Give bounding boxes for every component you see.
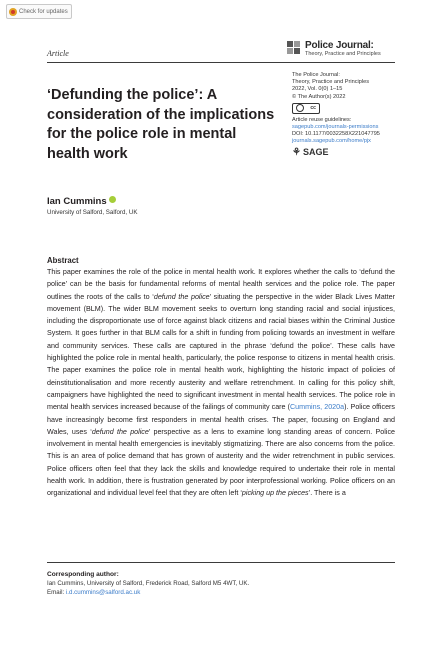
header-divider	[47, 62, 395, 63]
journal-logo	[287, 41, 381, 58]
doi[interactable]: DOI: 10.1177/0032258X221047795	[292, 131, 380, 138]
footer-divider	[47, 562, 395, 563]
journal-home-link[interactable]: journals.sagepub.com/home/pjx	[292, 138, 371, 145]
sage-logo-icon: ⚘	[292, 146, 301, 158]
author-affiliation: University of Salford, Salford, UK	[47, 209, 138, 216]
cc-license-badge[interactable]	[292, 103, 417, 114]
article-meta	[292, 72, 417, 156]
journal-name: Police Journal:	[305, 40, 374, 51]
creative-commons-icon	[296, 104, 304, 112]
badge-label: Check for updates	[19, 8, 68, 15]
email-link[interactable]: i.d.cummins@salford.ac.uk	[65, 589, 141, 596]
reuse-link[interactable]: sagepub.com/journals-permissions	[292, 124, 379, 131]
article-title: ‘Defunding the police’: A consideration of the implications for the police role in mental health work	[47, 87, 275, 162]
publisher-name: SAGE	[302, 146, 329, 157]
corresponding-author	[47, 570, 395, 597]
corresponding-address: Ian Cummins, University of Salford, Frederick Road, Salford M5 4WT, UK.	[47, 580, 250, 587]
cc-label: cc	[310, 104, 316, 111]
reuse-label: Article reuse guidelines:	[292, 116, 352, 123]
meta-journal-subtitle: Theory, Practice and Principles	[292, 79, 369, 86]
citation-link[interactable]: Cummins, 2020a	[290, 403, 345, 412]
check-for-updates-badge[interactable]	[6, 4, 72, 19]
corresponding-heading: Corresponding author:	[47, 571, 119, 578]
author-name[interactable]: Ian Cummins	[47, 196, 107, 207]
journal-logo-icon	[287, 41, 301, 55]
orcid-icon[interactable]	[109, 196, 116, 203]
publisher-logo	[292, 146, 417, 158]
abstract-heading: Abstract	[47, 256, 79, 265]
corresponding-email-line: Email: i.d.cummins@salford.ac.uk	[47, 589, 141, 596]
meta-journal-name: The Police Journal:	[292, 72, 340, 78]
meta-copyright: © The Author(s) 2022	[292, 93, 346, 100]
journal-subtitle: Theory, Practice and Principles	[305, 51, 381, 57]
author-line	[47, 196, 116, 207]
meta-volume: 2022, Vol. 0(0) 1–15	[292, 86, 343, 93]
abstract-body: This paper examines the role of the police in mental health work. It explores whether the calls to ‘defund the police’ can be the basis for fundamental reforms of mental health services and the police role. The paper outlines the roots of the calls to ‘defund the police’ situating the perspective in the wider Black Lives Matter movement (BLM). The wider BLM movement seeks to overturn long standing racial and social injustices, including the disproportionate use of force against black citizens and racial biases within the Criminal Justice System. It goes further in that BLM calls for a shift in funding from policing towards an investment in welfare and community services. These calls are captured in the phrase ‘defund the police’. These calls have highlighted the police role in mental health, particularly, the police response to citizens in mental health crisis. The paper examines the police role in mental health work, highlighting the historic impact of policies of deinstitutionalisation and more recently austerity and welfare retrenchment. In calling for this policy shift, campaigners have highlighted the need to significant investment in mental health services. The police role in mental health services increased because of the failings of community care (Cummins, 2020a). Police officers have increasingly become first responders in mental health crises. The paper, focusing on England and Wales, uses ‘defund the police’ perspective as a lens to examine long standing areas of concern. Police involvement in mental health emergencies is inevitably stigmatizing. There are also concerns from the police. This is an area of police demand that has grown of austerity and the wider retrenchment in public services. Police officers often feel that they lack the skills and knowledge required to undertake their role in mental health work. In addition, there is frustration generated by poor interprofessional working. Police officers on an organizational and individual level feel that they are often left ‘picking up the pieces’. There is a	[47, 268, 395, 498]
crossmark-icon	[9, 8, 17, 16]
article-type-label: Article	[47, 49, 69, 58]
